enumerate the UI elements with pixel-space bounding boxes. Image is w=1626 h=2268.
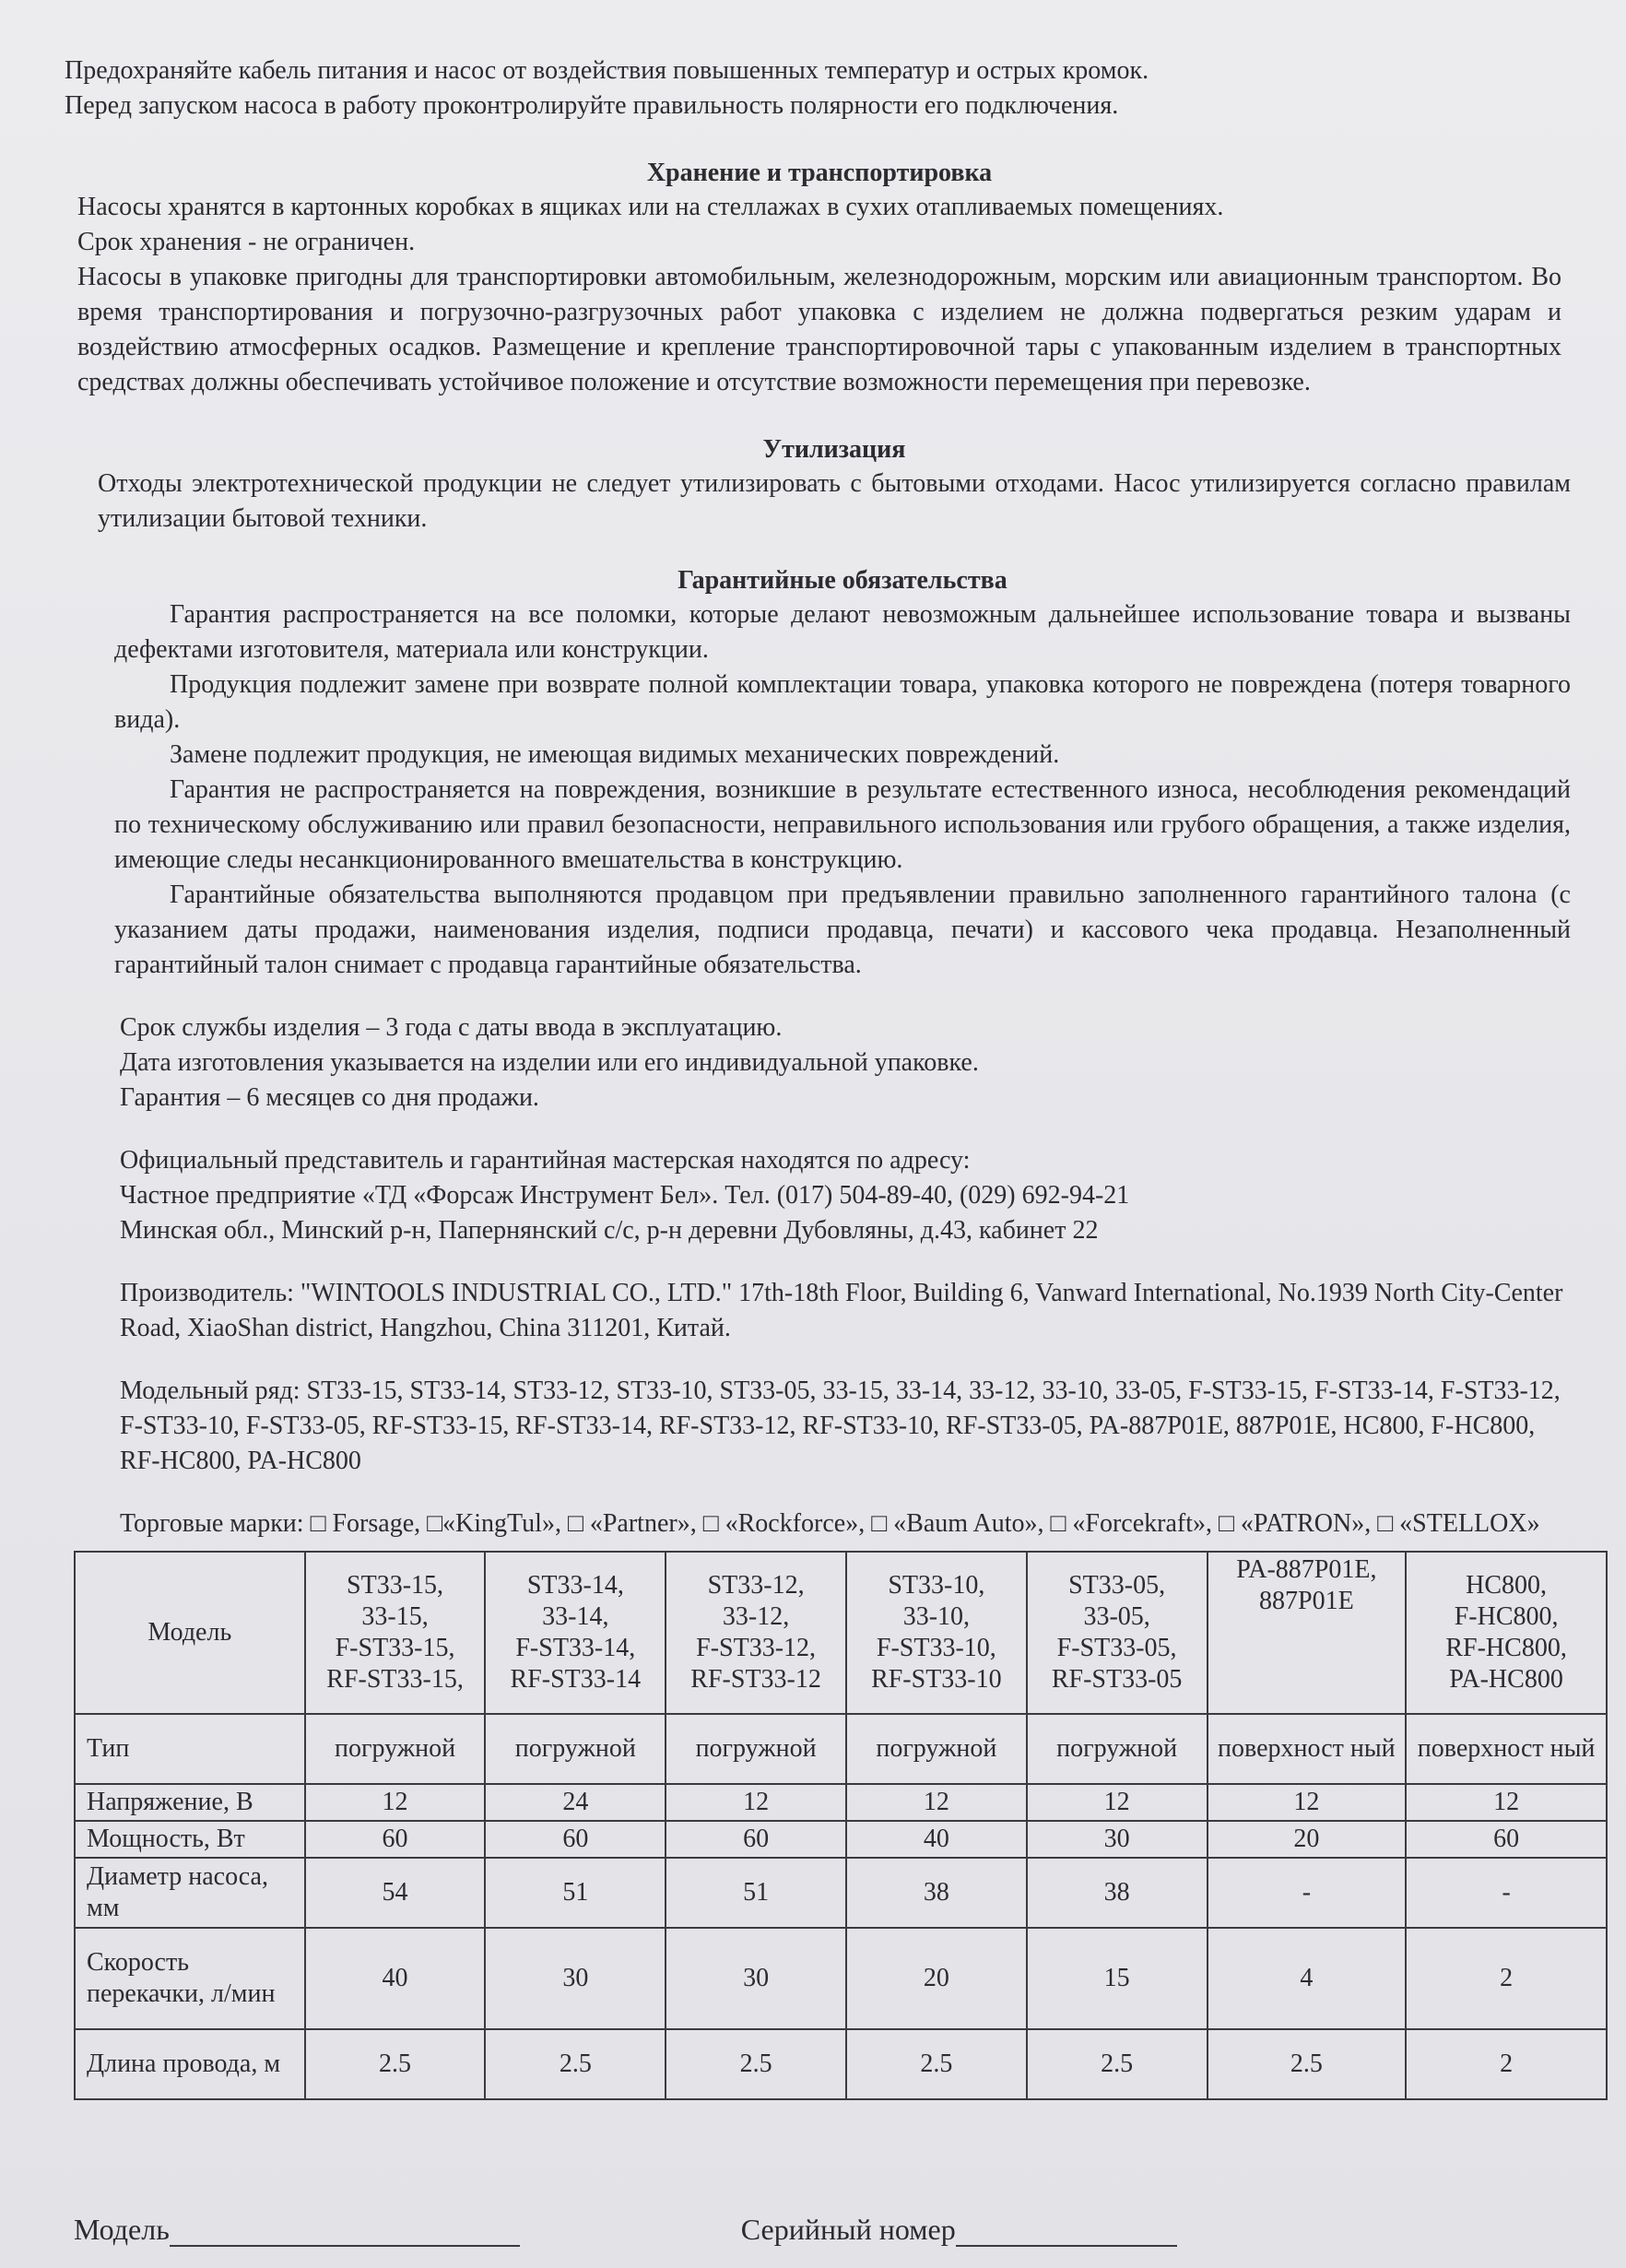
brands-text: Торговые марки: □ Forsage, □«KingTul», □ «Partner», □ «Rockforce», □ «Baum Auto», □ «Forcekraft», □ «PATRON», □ «STELLOX» — [120, 1509, 1540, 1538]
table-header-model — [666, 1552, 846, 1714]
table-cell: - — [1406, 1858, 1607, 1928]
row-label: Диаметр насоса, мм — [75, 1858, 305, 1928]
model-line: F-ST33-12, — [696, 1634, 817, 1662]
table-cell: 30 — [485, 1928, 666, 2029]
table-header-model — [1406, 1552, 1607, 1714]
row-label: Напряжение, В — [75, 1784, 305, 1821]
table-cell: 40 — [305, 1928, 486, 2029]
table-cell: 30 — [1027, 1821, 1208, 1858]
table-cell: 60 — [1406, 1821, 1607, 1858]
model-range-text: Модельный ряд: ST33-15, ST33-14, ST33-12, ST33-10, ST33-05, 33-15, 33-14, 33-12, 33-10, 33-05, F-ST33-15, F-ST33-14, F-ST33-12, F-ST33-10, F-ST33-05, RF-ST33-15, RF-ST33-14, RF-ST33-12, RF-ST33-10, RF-ST33-05, PA-887P01E, 887P01E, HC800, F-HC800, RF-HC800, PA-HC800 — [120, 1376, 1561, 1475]
model-line: ST33-12, — [707, 1571, 805, 1600]
table-cell: погружной — [666, 1714, 846, 1784]
model-field — [74, 2213, 520, 2247]
table-header-model — [1027, 1552, 1208, 1714]
table-cell: погружной — [305, 1714, 486, 1784]
model-line: RF-ST33-05 — [1051, 1665, 1183, 1694]
signature-row — [74, 2213, 1272, 2247]
manufacturer-text: Производитель: "WINTOOLS INDUSTRIAL CO., LTD." 17th-18th Floor, Building 6, Vanward International, No.1939 North City-Center Road, XiaoShan district, Hangzhou, China 311201, Китай. — [120, 1279, 1563, 1342]
serial-field-line[interactable] — [956, 2219, 1177, 2247]
table-cell: 2 — [1406, 1928, 1607, 2029]
model-line: 33-05, — [1083, 1602, 1150, 1631]
model-line: RF-ST33-10 — [871, 1665, 1002, 1694]
table-cell: 20 — [1208, 1821, 1407, 1858]
model-line: ST33-05, — [1068, 1571, 1166, 1600]
serial-field-label: Серийный номер — [740, 2213, 956, 2246]
model-line: RF-ST33-12 — [690, 1665, 821, 1694]
model-line: 887P01E — [1259, 1587, 1354, 1615]
table-cell: 2.5 — [846, 2029, 1027, 2099]
service-line: Срок службы изделия – 3 года с даты ввода в эксплуатацию. — [120, 1013, 783, 1042]
storage-section — [65, 157, 1598, 400]
specs-table — [74, 1551, 1608, 2100]
table-cell: 30 — [666, 1928, 846, 2029]
storage-line: Срок хранения - не ограничен. — [77, 228, 416, 256]
model-line: F-HC800, — [1454, 1602, 1559, 1631]
intro-section — [65, 53, 1598, 124]
table-cell: 51 — [485, 1858, 666, 1928]
table-cell: 24 — [485, 1784, 666, 1821]
table-cell: 2 — [1406, 2029, 1607, 2099]
table-cell: 51 — [666, 1858, 846, 1928]
table-row — [75, 1858, 1607, 1928]
brands-section — [65, 1506, 1598, 1542]
table-cell: 12 — [1027, 1784, 1208, 1821]
table-cell: 20 — [846, 1928, 1027, 2029]
table-header-model — [485, 1552, 666, 1714]
disposal-title: Утилизация — [762, 435, 906, 464]
warranty-title: Гарантийные обязательства — [678, 566, 1007, 595]
model-line: 33-15, — [361, 1602, 429, 1631]
table-cell: 4 — [1208, 1928, 1407, 2029]
model-range-section — [65, 1374, 1598, 1479]
service-line: Гарантия – 6 месяцев со дня продажи. — [120, 1083, 539, 1112]
table-cell: поверхност ный — [1208, 1714, 1407, 1784]
disposal-text: Отходы электротехнической продукции не следует утилизировать с бытовыми отходами. Насос утилизируется согласно правилам утилизации бытовой техники. — [98, 469, 1571, 533]
model-line: ST33-14, — [526, 1571, 624, 1600]
representative-line: Частное предприятие «ТД «Форсаж Инструмент Бел». Тел. (017) 504-89-40, (029) 692-94-21 — [120, 1181, 1130, 1210]
row-label: Мощность, Вт — [75, 1821, 305, 1858]
table-row — [75, 1784, 1607, 1821]
model-line: HC800, — [1466, 1571, 1548, 1600]
warranty-paragraph: Гарантия распространяется на все поломки, которые делают невозможным дальнейшее использование товара и вызваны дефектами изготовителя, материала или конструкции. — [114, 600, 1571, 664]
intro-line: Перед запуском насоса в работу проконтролируйте правильность полярности его подключения. — [65, 91, 1119, 120]
table-cell: 12 — [1208, 1784, 1407, 1821]
table-cell: 12 — [305, 1784, 486, 1821]
representative-line: Минская обл., Минский р-н, Папернянский с/с, р-н деревни Дубовляны, д.43, кабинет 22 — [120, 1216, 1099, 1245]
table-cell: 38 — [1027, 1858, 1208, 1928]
storage-line: Насосы хранятся в картонных коробках в ящиках или на стеллажах в сухих отапливаемых помещениях. — [77, 193, 1224, 221]
table-cell: 15 — [1027, 1928, 1208, 2029]
table-cell: - — [1208, 1858, 1407, 1928]
table-cell: погружной — [485, 1714, 666, 1784]
disposal-section — [65, 433, 1598, 537]
model-line: PA-887P01E, — [1236, 1555, 1377, 1584]
storage-title: Хранение и транспортировка — [646, 159, 993, 187]
table-cell: 2.5 — [1208, 2029, 1407, 2099]
model-line: PA-HC800 — [1449, 1665, 1563, 1694]
table-cell: 12 — [846, 1784, 1027, 1821]
model-line: ST33-15, — [347, 1571, 444, 1600]
table-row — [75, 1821, 1607, 1858]
model-line: 33-12, — [722, 1602, 790, 1631]
table-cell: 54 — [305, 1858, 486, 1928]
row-label: Длина провода, м — [75, 2029, 305, 2099]
table-cell: 12 — [1406, 1784, 1607, 1821]
table-cell: 40 — [846, 1821, 1027, 1858]
model-line: RF-ST33-15, — [326, 1665, 464, 1694]
model-line: F-ST33-10, — [876, 1634, 996, 1662]
representative-line: Официальный представитель и гарантийная мастерская находятся по адресу: — [120, 1146, 971, 1175]
table-cell: поверхност ный — [1406, 1714, 1607, 1784]
serial-field — [741, 2213, 1177, 2247]
table-cell: 2.5 — [666, 2029, 846, 2099]
table-cell: 60 — [485, 1821, 666, 1858]
representative-section — [65, 1143, 1598, 1248]
table-cell: 60 — [305, 1821, 486, 1858]
table-header-model — [846, 1552, 1027, 1714]
table-header-model — [1208, 1552, 1407, 1714]
table-cell: погружной — [1027, 1714, 1208, 1784]
table-header-row — [75, 1552, 1607, 1714]
model-line: F-ST33-15, — [335, 1634, 455, 1662]
warranty-paragraph: Гарантийные обязательства выполняются продавцом при предъявлении правильно заполненного гарантийного талона (с указанием даты продажи, наименования изделия, подписи продавца, печати) и кассового чека продавца. Незаполненный гарантийный талон снимает с продавца гарантийные обязательства. — [114, 880, 1571, 979]
service-section — [65, 1010, 1598, 1116]
model-line: 33-14, — [542, 1602, 609, 1631]
intro-line: Предохраняйте кабель питания и насос от воздействия повышенных температур и острых кромок. — [65, 56, 1149, 85]
table-header-model — [305, 1552, 486, 1714]
model-line: RF-ST33-14 — [510, 1665, 642, 1694]
warranty-paragraph: Замене подлежит продукция, не имеющая видимых механических повреждений. — [170, 740, 1060, 769]
table-cell: 2.5 — [485, 2029, 666, 2099]
model-line: RF-HC800, — [1445, 1634, 1567, 1662]
model-line: F-ST33-05, — [1056, 1634, 1177, 1662]
table-cell: 38 — [846, 1858, 1027, 1928]
row-label: Скорость перекачки, л/мин — [75, 1928, 305, 2029]
model-line: ST33-10, — [888, 1571, 985, 1600]
model-field-line[interactable] — [170, 2219, 520, 2247]
table-cell: погружной — [846, 1714, 1027, 1784]
warranty-section — [65, 564, 1598, 983]
model-line: F-ST33-14, — [515, 1634, 636, 1662]
table-cell: 12 — [666, 1784, 846, 1821]
service-line: Дата изготовления указывается на изделии или его индивидуальной упаковке. — [120, 1048, 979, 1077]
row-label: Тип — [75, 1714, 305, 1784]
table-header-label: Модель — [75, 1552, 305, 1714]
table-row — [75, 2029, 1607, 2099]
table-row — [75, 1928, 1607, 2029]
model-line: 33-10, — [902, 1602, 971, 1631]
table-cell: 2.5 — [1027, 2029, 1208, 2099]
manufacturer-section — [65, 1276, 1598, 1346]
warranty-paragraph: Продукция подлежит замене при возврате полной комплектации товара, упаковка которого не повреждена (потеря товарного вида). — [114, 670, 1571, 734]
table-row — [75, 1714, 1607, 1784]
storage-line: Насосы в упаковке пригодны для транспортировки автомобильным, железнодорожным, морским или авиационным транспортом. Во время транспортирования и погрузочно-разгрузочных работ упаковка с изделием не должна подвергаться резким ударам и воздействию атмосферных осадков. Размещение и крепление транспортировочной тары с упакованным изделием в транспортных средствах должны обеспечивать устойчивое положение и отсутствие возможности перемещения при перевозке. — [77, 263, 1561, 396]
warranty-paragraph: Гарантия не распространяется на повреждения, возникшие в результате естественного износа, несоблюдения рекомендаций по техническому обслуживанию или правил безопасности, неправильного использования или грубого обращения, а также изделия, имеющие следы несанкционированного вмешательства в конструкцию. — [114, 775, 1571, 874]
model-field-label: Модель — [74, 2213, 170, 2246]
table-cell: 60 — [666, 1821, 846, 1858]
table-cell: 2.5 — [305, 2029, 486, 2099]
